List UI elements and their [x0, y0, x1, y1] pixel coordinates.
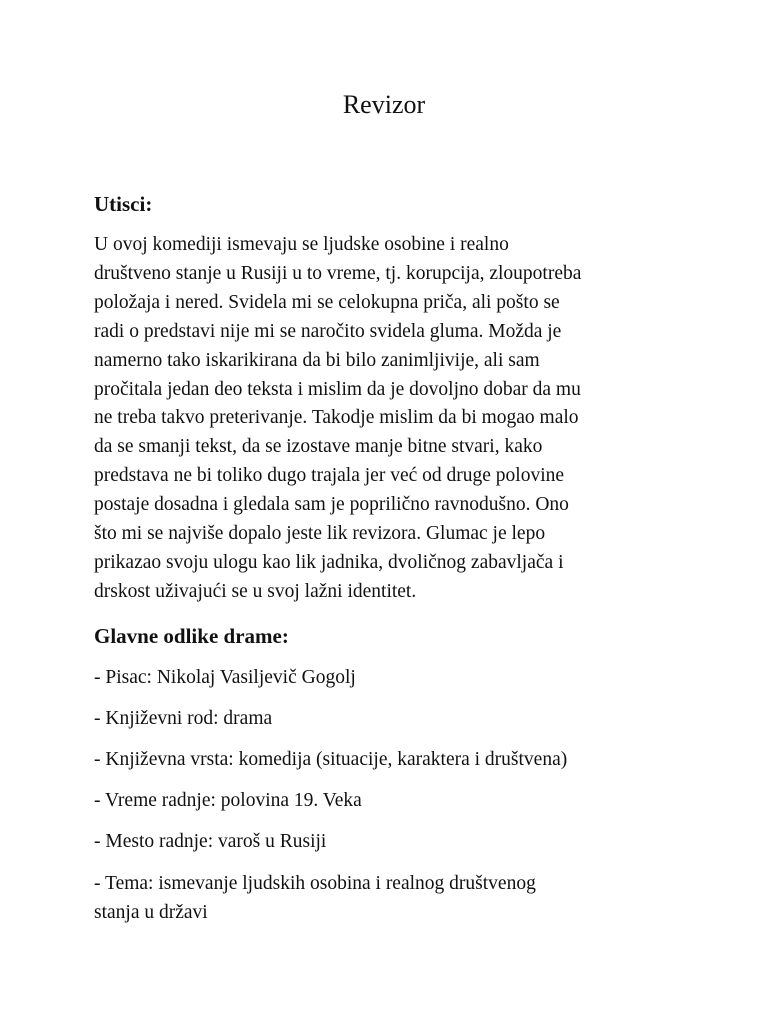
feature-item-line: - Književna vrsta: komedija (situacije, karaktera i društvena) — [94, 749, 568, 770]
feature-item-theme — [94, 870, 694, 928]
paragraph-line: da se smanji tekst, da se izostave manje bitne stvari, kako — [94, 436, 543, 458]
impressions-heading: Utisci: — [94, 192, 153, 216]
features-heading: Glavne odlike drame: — [94, 624, 289, 648]
paragraph-line: što mi se najviše dopalo jeste lik revizora. Glumac je lepo — [94, 523, 546, 545]
paragraph-line: položaja i nered. Svidela mi se celokupna priča, ali pošto se — [94, 291, 560, 313]
feature-item-line: - Mesto radnje: varoš u Rusiji — [94, 831, 327, 852]
feature-item-literary-type — [94, 746, 694, 775]
feature-item-place-of-action — [94, 828, 694, 857]
paragraph-line: U ovoj komediji ismevaju se ljudske osobine i realno — [94, 234, 509, 255]
feature-item-time-of-action — [94, 787, 694, 816]
feature-item-line: - Vreme radnje: polovina 19. Veka — [94, 790, 362, 811]
feature-item-line: - Književni rod: drama — [94, 708, 273, 729]
paragraph-line: namerno tako iskarikirana da bi bilo zanimljivije, ali sam — [94, 349, 540, 371]
feature-item-line: stanja u državi — [94, 901, 208, 923]
feature-item-literary-kind — [94, 705, 694, 734]
paragraph-line: postaje dosadna i gledala sam je poprilično ravnodušno. Ono — [94, 494, 569, 516]
impressions-paragraph — [94, 231, 694, 607]
paragraph-line: drskost uživajući se u svoj lažni identitet. — [94, 580, 417, 602]
feature-item-line: - Pisac: Nikolaj Vasiljevič Gogolj — [94, 667, 356, 688]
document-title: Revizor — [342, 90, 426, 119]
paragraph-line: ne treba takvo preterivanje. Takodje mislim da bi mogao malo — [94, 407, 579, 429]
paragraph-line: radi o predstavi nije mi se naročito svidela gluma. Možda je — [94, 320, 562, 342]
feature-item-author — [94, 664, 694, 693]
paragraph-line: društveno stanje u Rusiji u to vreme, tj. korupcija, zloupotreba — [94, 262, 582, 284]
paragraph-line: pročitala jedan deo teksta i mislim da je dovoljno dobar da mu — [94, 378, 581, 400]
feature-item-line: - Tema: ismevanje ljudskih osobina i realnog društvenog — [94, 873, 536, 894]
paragraph-line: predstava ne bi toliko dugo trajala jer već od druge polovine — [94, 465, 565, 487]
paragraph-line: prikazao svoju ulogu kao lik jadnika, dvoličnog zabavljača i — [94, 551, 564, 573]
